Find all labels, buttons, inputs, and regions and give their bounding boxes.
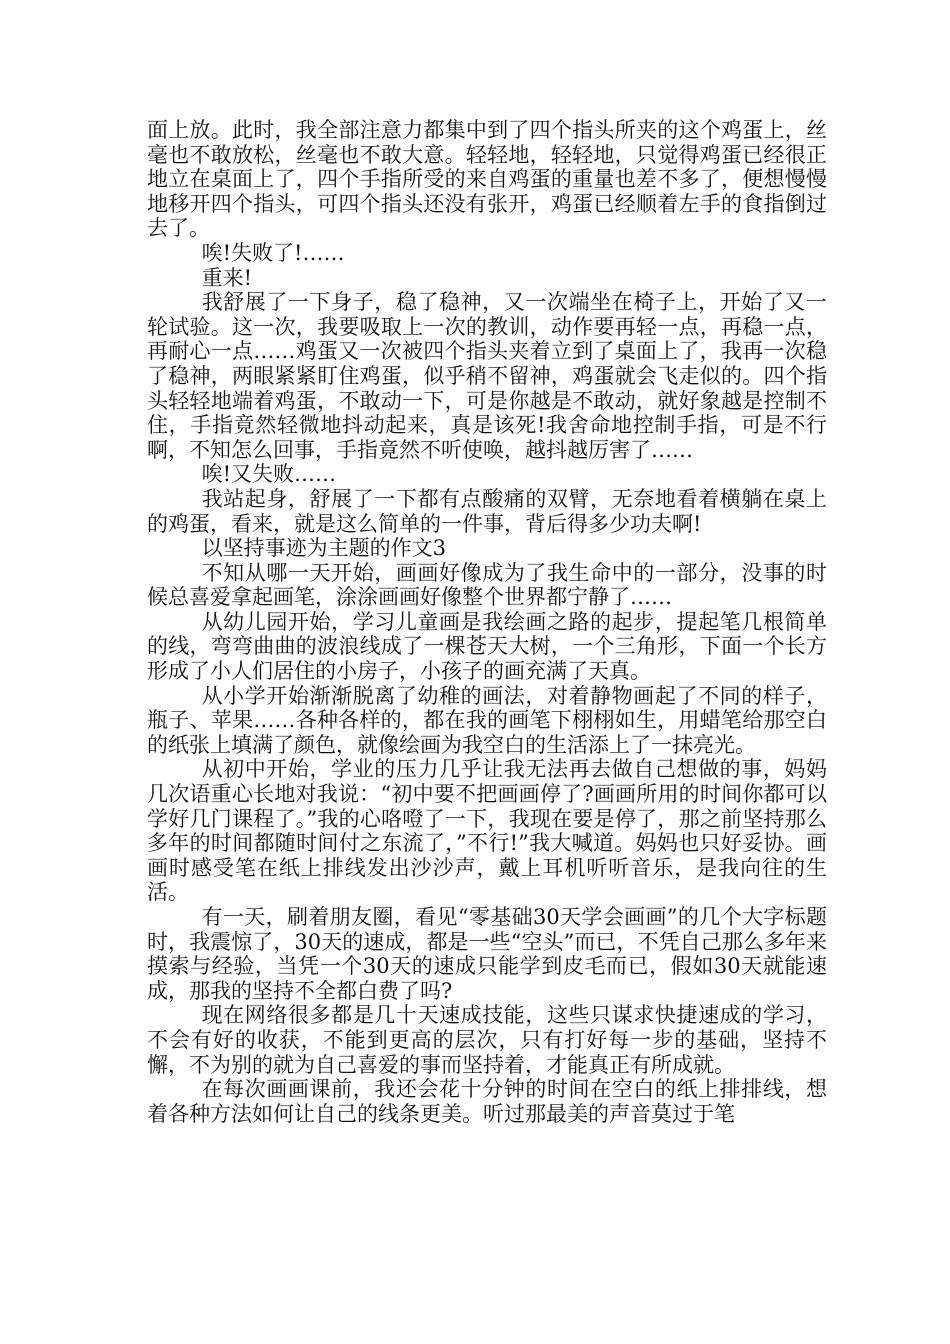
paragraph: 我舒展了一下身子，稳了稳神，又一次端坐在椅子上，开始了又一轮试验。这一次，我要吸取上一次的教训，动作要再轻一点，再稳一点，再耐心一点……鸡蛋又一次被四个指头夹着立到了桌面上了，我再一次稳了稳神，两眼紧紧盯住鸡蛋，似乎稍不留神，鸡蛋就会飞走似的。四个指头轻轻地端着鸡蛋，不敢动一下，可是你越是不敢动，就好象越是控制不住，手指竟然轻微地抖动起来，真是该死!我舍命地控制手指，可是不行啊，不知怎么回事，手指竟然不听使唤，越抖越厉害了…… (147, 290, 827, 462)
paragraph: 有一天，刷着朋友圈，看见“零基础30天学会画画”的几个大字标题时，我震惊了，30天的速成，都是一些“空头”而已，不凭自己那么多年来摸索与经验，当凭一个30天的速成只能学到皮毛而已，假如30天就能速成，那我的坚持不全都白费了吗? (147, 905, 827, 1003)
paragraph: 在每次画画课前，我还会花十分钟的时间在空白的纸上排排线，想着各种方法如何让自己的线条更美。听过那最美的声音莫过于笔 (147, 1077, 827, 1126)
paragraph: 从初中开始，学业的压力几乎让我无法再去做自己想做的事，妈妈几次语重心长地对我说：“初中要不把画画停了?画画所用的时间你都可以学好几门课程了。”我的心咯噔了一下，我现在要是停了，那之前坚持那么多年的时间都随时间付之东流了，”不行!”我大喊道。妈妈也只好妥协。画画时感受笔在纸上排线发出沙沙声，戴上耳机听听音乐，是我向往的生活。 (147, 757, 827, 905)
paragraph: 不知从哪一天开始，画画好像成为了我生命中的一部分，没事的时候总喜爱拿起画笔，涂涂画画好像整个世界都宁静了…… (147, 560, 827, 610)
section-heading: 以坚持事迹为主题的作文3 (201, 536, 446, 561)
paragraph: 我站起身，舒展了一下都有点酸痛的双臂，无奈地看着横躺在桌上的鸡蛋，看来，就是这么简单的一件事，背后得多少功夫啊! (147, 486, 827, 536)
document-page (147, 118, 827, 1126)
paragraph: 唉!又失败…… (201, 462, 337, 487)
paragraph: 重来! (201, 265, 253, 290)
paragraph: 从小学开始渐渐脱离了幼稚的画法，对着静物画起了不同的样子，瓶子、苹果……各种各样的，都在我的画笔下栩栩如生，用蜡笔给那空白的纸张上填满了颜色，就像绘画为我空白的生活添上了一抹亮光。 (147, 683, 827, 757)
paragraph: 现在网络很多都是几十天速成技能，这些只谋求快捷速成的学习，不会有好的收获，不能到更高的层次，只有打好每一步的基础，坚持不懈，不为别的就为自己喜爱的事而坚持着，才能真正有所成就。 (147, 1003, 827, 1077)
paragraph: 面上放。此时，我全部注意力都集中到了四个指头所夹的这个鸡蛋上，丝毫也不敢放松，丝毫也不敢大意。轻轻地，轻轻地，只觉得鸡蛋已经很正地立在桌面上了，四个手指所受的来自鸡蛋的重量也差不多了，便想慢慢地移开四个指头，可四个指头还没有张开，鸡蛋已经顺着左手的食指倒过去了。 (147, 118, 827, 241)
paragraph: 唉!失败了!…… (201, 240, 345, 265)
paragraph: 从幼儿园开始，学习儿童画是我绘画之路的起步，提起笔几根简单的线，弯弯曲曲的波浪线成了一棵苍天大树，一个三角形，下面一个长方形成了小人们居住的小房子，小孩子的画充满了天真。 (147, 609, 827, 684)
